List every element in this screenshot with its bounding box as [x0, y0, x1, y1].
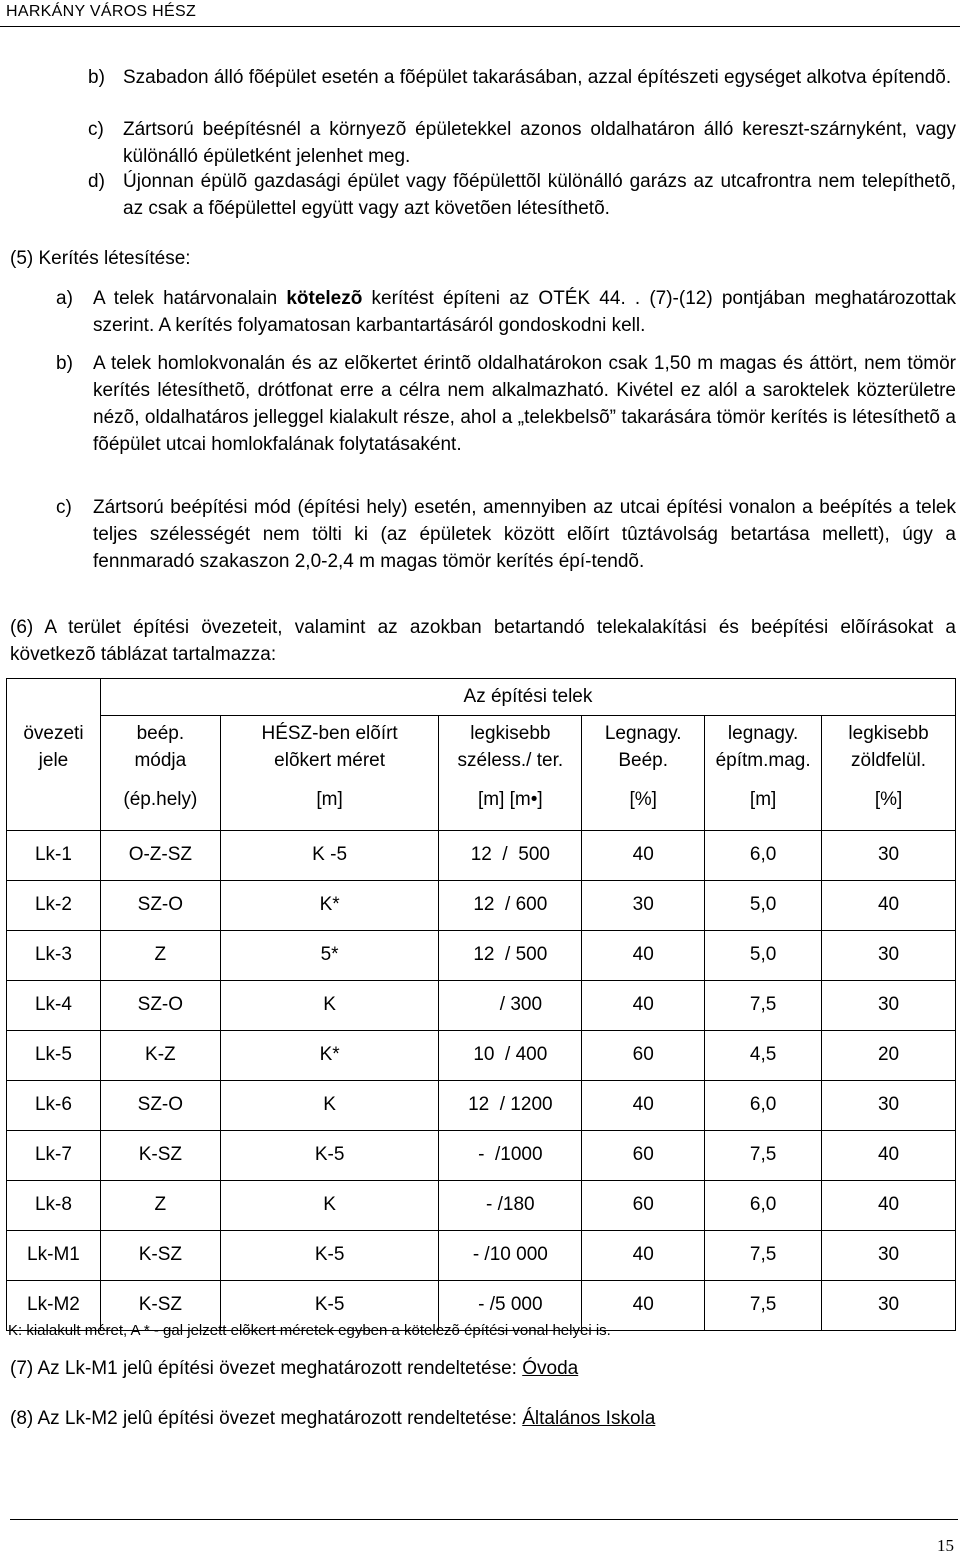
item-b-marker: b) [88, 67, 105, 88]
table-cell: - /10 000 [439, 1230, 582, 1280]
table-cell: 10 / 400 [439, 1030, 582, 1080]
section7-purpose: Óvoda [522, 1358, 579, 1379]
table-cell: Lk-6 [7, 1080, 101, 1130]
table-row [7, 980, 956, 1030]
table-cell: / 300 [439, 980, 582, 1030]
section5-b-marker: b) [56, 353, 73, 374]
table-cell: 30 [822, 1080, 956, 1130]
table-cell: K* [220, 880, 439, 930]
table-cell: K [220, 1180, 439, 1230]
item-c [88, 116, 956, 170]
section5-a-pre: A telek határvonalain [93, 288, 287, 309]
table-cell: Lk-8 [7, 1180, 101, 1230]
table-cell: 12 / 600 [439, 880, 582, 930]
table-cell: K-5 [220, 1130, 439, 1180]
table-row [7, 930, 956, 980]
table-cell: 5,0 [705, 880, 822, 930]
table-cell: SZ-O [100, 880, 220, 930]
table-cell: 60 [582, 1030, 705, 1080]
table-cell: SZ-O [100, 980, 220, 1030]
table-cell: Lk-5 [7, 1030, 101, 1080]
table-row [7, 1180, 956, 1230]
table-row [7, 830, 956, 880]
table-header-row [7, 716, 956, 831]
table-cell: K-SZ [100, 1230, 220, 1280]
item-d-marker: d) [88, 171, 105, 192]
section5-item-a [56, 285, 956, 339]
table-cell: 40 [582, 1080, 705, 1130]
col-header-mode: beép. módja (ép.hely) [100, 716, 220, 831]
table-row [7, 880, 956, 930]
table-cell: 40 [582, 980, 705, 1030]
table-cell: K-SZ [100, 1130, 220, 1180]
table-cell: 7,5 [705, 1130, 822, 1180]
table-cell: Lk-4 [7, 980, 101, 1030]
table-cell: - /1000 [439, 1130, 582, 1180]
table-cell: 30 [822, 930, 956, 980]
table-cell: K-5 [220, 1280, 439, 1330]
table-cell: K -5 [220, 830, 439, 880]
section5-a-marker: a) [56, 288, 73, 309]
table-cell: - /5 000 [439, 1280, 582, 1330]
table-cell: 5* [220, 930, 439, 980]
col-header-min-green: legkisebb zöldfelül. [%] [822, 716, 956, 831]
section6-text: (6) A terület építési övezeteit, valamint az azokban betartandó telekalakítási és beépítési elõírásokat a következõ táblázat tartalmazza: [10, 617, 956, 665]
table-cell: K-Z [100, 1030, 220, 1080]
table-cell: 60 [582, 1130, 705, 1180]
table-cell: 30 [822, 830, 956, 880]
header-divider [0, 26, 960, 27]
section8 [10, 1405, 655, 1432]
table-cell: 30 [822, 1230, 956, 1280]
table-cell: 20 [822, 1030, 956, 1080]
table-cell: 40 [822, 1180, 956, 1230]
table-cell: 40 [582, 1230, 705, 1280]
table-cell: 30 [822, 980, 956, 1030]
section5-c-marker: c) [56, 497, 72, 518]
table-cell: 12 / 1200 [439, 1080, 582, 1130]
section5-item-b [56, 350, 956, 458]
item-d-text: Újonnan épülõ gazdasági épület vagy fõépülettõl különálló garázs az utcafrontra nem telepíthetõ, az csak a fõépülettel együtt vagy azt követõen létesíthetõ. [123, 171, 956, 219]
col-header-max-height: legnagy. építm.mag. [m] [705, 716, 822, 831]
page-header-title: HARKÁNY VÁROS HÉSZ [6, 3, 197, 20]
table-cell: O-Z-SZ [100, 830, 220, 880]
table-cell: Lk-7 [7, 1130, 101, 1180]
table-cell: 40 [822, 1130, 956, 1180]
section5-a-text [93, 285, 956, 339]
table-cell: 5,0 [705, 930, 822, 980]
table-cell: 40 [582, 930, 705, 980]
table-cell: 30 [822, 1280, 956, 1330]
section5-b-text: A telek homlokvonalán és az elõkertet érintõ oldalhatárokon csak 1,50 m magas és áttört, nem tömör kerítés létesíthetõ, drótfonat erre a célra nem alkalmazható. Kivétel ez alól a saroktelek közterületre nézõ, oldalhatáros jelleggel kialakult része, ahol a „telekbelsõ” takarására tömör kerítés is létesíthetõ a fõépület utcai homlokfalának folytatásaként. [93, 353, 956, 455]
page-number: 15 [937, 1536, 954, 1555]
zoning-table [6, 678, 956, 1331]
table-group-header: Az építési telek [100, 679, 955, 716]
item-b-text: Szabadon álló fõépület esetén a fõépület takarásában, azzal építészeti egységet alkotva építendõ. [123, 67, 952, 88]
table-cell: Lk-M1 [7, 1230, 101, 1280]
table-cell: Lk-2 [7, 880, 101, 930]
section8-text: (8) Az Lk-M2 jelû építési övezet meghatározott rendeltetése: [10, 1408, 523, 1429]
table-cell: K [220, 980, 439, 1030]
table-cell: 6,0 [705, 1080, 822, 1130]
table-row [7, 1230, 956, 1280]
item-c-text: Zártsorú beépítésnél a környezõ épületekkel azonos oldalhatáron álló kereszt-szárnyként, vagy különálló épületként jelenhet meg. [123, 119, 956, 167]
table-cell: 4,5 [705, 1030, 822, 1080]
table-cell: 40 [582, 830, 705, 880]
table-row [7, 1030, 956, 1080]
col-header-front-yard: HÉSZ-ben elõírt elõkert méret [m] [220, 716, 439, 831]
table-cell: Z [100, 930, 220, 980]
table-cell: 7,5 [705, 1280, 822, 1330]
item-c-marker: c) [88, 119, 104, 140]
col-header-min-width-area: legkisebb széless./ ter. [m] [m•] [439, 716, 582, 831]
table-row [7, 1080, 956, 1130]
table-cell: Lk-M2 [7, 1280, 101, 1330]
table-cell: 12 / 500 [439, 830, 582, 880]
table-cell: 6,0 [705, 1180, 822, 1230]
section7 [10, 1355, 578, 1382]
section5-a-bold: kötelezõ [286, 288, 363, 309]
item-d [88, 168, 956, 222]
col-header-zone: övezeti jele [7, 716, 101, 831]
table-cell: - /180 [439, 1180, 582, 1230]
table-cell: Z [100, 1180, 220, 1230]
table-footnote: K: kialakult méret, A * - gal jelzett elõkert méretek egyben a kötelezõ építési vonal helyei is. [8, 1322, 611, 1339]
item-b [88, 64, 956, 91]
footer-divider [10, 1519, 958, 1520]
table-cell: K-SZ [100, 1280, 220, 1330]
section8-purpose: Általános Iskola [522, 1408, 656, 1429]
table-cell: 6,0 [705, 830, 822, 880]
table-cell: K* [220, 1030, 439, 1080]
table-cell: 12 / 500 [439, 930, 582, 980]
section5-a-post: kerítést építeni az OTÉK 44. . (7)-(12) pontjában meghatározottak szerint. A kerítés folyamatosan karbantartásáról gondoskodni kell. [93, 288, 956, 336]
table-cell: Lk-1 [7, 830, 101, 880]
table-cell: Lk-3 [7, 930, 101, 980]
section7-text: (7) Az Lk-M1 jelû építési övezet meghatározott rendeltetése: [10, 1358, 523, 1379]
section5-heading: (5) Kerítés létesítése: [10, 248, 191, 269]
table-cell: K-5 [220, 1230, 439, 1280]
table-cell: 40 [582, 1280, 705, 1330]
table-cell: 7,5 [705, 1230, 822, 1280]
table-cell: 60 [582, 1180, 705, 1230]
table-cell: 7,5 [705, 980, 822, 1030]
table-cell: K [220, 1080, 439, 1130]
table-cell: 30 [582, 880, 705, 930]
table-group-header-row [7, 679, 956, 716]
table-cell: 40 [822, 880, 956, 930]
table-row [7, 1130, 956, 1180]
table-body [7, 830, 956, 1330]
table-cell: SZ-O [100, 1080, 220, 1130]
col-header-max-coverage: Legnagy. Beép. [%] [582, 716, 705, 831]
section5-item-c [56, 494, 956, 575]
section5-c-text: Zártsorú beépítési mód (építési hely) esetén, amennyiben az utcai építési vonalon a beépítés a telek teljes szélességét nem tölti ki (az épületek között elõírt tûztávolság betartása mellett), úgy a fennmaradó szakaszon 2,0-2,4 m magas tömör kerítés épí-tendõ. [93, 497, 956, 572]
